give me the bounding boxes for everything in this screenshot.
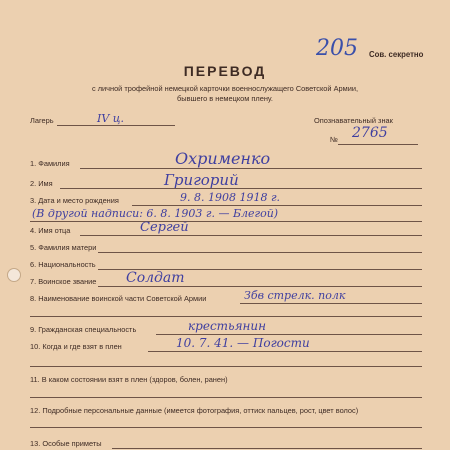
field-underline-3-note bbox=[30, 221, 422, 222]
field-value-1: Охрименко bbox=[175, 149, 271, 168]
field-underline-3 bbox=[132, 205, 422, 206]
tag-underline bbox=[338, 144, 418, 145]
binder-punch-hole bbox=[7, 268, 21, 282]
field-label-13: 13. Особые приметы bbox=[30, 439, 102, 448]
document-subtitle-2: бывшего в немецком плену. bbox=[177, 94, 273, 103]
tag-label: Опознавательный знак bbox=[314, 116, 393, 125]
field-label-8: 8. Наименование воинской части Советской Армии bbox=[30, 294, 207, 303]
field-label-5: 5. Фамилия матери bbox=[30, 243, 97, 252]
camp-underline bbox=[57, 125, 175, 126]
field-value-8: Збв стрелк. полк bbox=[244, 289, 346, 302]
field-value-7: Солдат bbox=[126, 270, 185, 286]
field-underline-1 bbox=[80, 168, 422, 169]
field-label-9: 9. Гражданская специальность bbox=[30, 325, 137, 334]
field-label-2: 2. Имя bbox=[30, 179, 53, 188]
field-underline-4 bbox=[80, 235, 422, 236]
field-underline-9 bbox=[156, 334, 422, 335]
field-value-10: 10. 7. 41. — Погости bbox=[176, 336, 310, 350]
field-label-4: 4. Имя отца bbox=[30, 226, 71, 235]
field-underline-8 bbox=[240, 303, 422, 304]
field-underline-8b bbox=[30, 316, 422, 317]
field-value-4: Сергей bbox=[140, 220, 189, 235]
document-subtitle-1: с личной трофейной немецкой карточки военнослужащего Советской Армии, bbox=[91, 84, 359, 93]
field-label-10: 10. Когда и где взят в плен bbox=[30, 342, 122, 351]
field-underline-12 bbox=[30, 427, 422, 428]
field-underline-2 bbox=[60, 188, 422, 189]
field-underline-10 bbox=[148, 351, 422, 352]
field-label-11: 11. В каком состоянии взят в плен (здоров, болен, ранен) bbox=[30, 375, 228, 384]
camp-value: IV ц. bbox=[97, 112, 124, 125]
field-underline-11 bbox=[30, 397, 422, 398]
classification-label: Сов. секретно bbox=[369, 50, 424, 59]
document-title: ПЕРЕВОД bbox=[183, 63, 267, 79]
field-value-3: 9. 8. 1908 1918 г. bbox=[180, 191, 281, 204]
field-label-6: 6. Национальность bbox=[30, 260, 96, 269]
field-value-2: Григорий bbox=[164, 171, 239, 189]
field-value-9: крестьянин bbox=[188, 319, 267, 333]
tag-prefix: № bbox=[330, 135, 338, 144]
stamp-number: 205 bbox=[316, 36, 358, 61]
field-label-3: 3. Дата и место рождения bbox=[30, 196, 119, 205]
field-underline-7 bbox=[98, 286, 422, 287]
field-label-1: 1. Фамилия bbox=[30, 159, 70, 168]
field-label-12: 12. Подробные персональные данные (имеется фотография, оттиск пальцев, рост, цвет волос) bbox=[30, 406, 359, 415]
field-underline-10b bbox=[30, 366, 422, 367]
camp-label: Лагерь bbox=[30, 116, 54, 125]
field-underline-5 bbox=[98, 252, 422, 253]
tag-value: 2765 bbox=[352, 125, 388, 141]
field-label-7: 7. Воинское звание bbox=[30, 277, 97, 286]
field-underline-13 bbox=[112, 448, 422, 449]
field-value-3-note: (В другой надписи: 6. 8. 1903 г. — Блегой) bbox=[32, 207, 279, 220]
